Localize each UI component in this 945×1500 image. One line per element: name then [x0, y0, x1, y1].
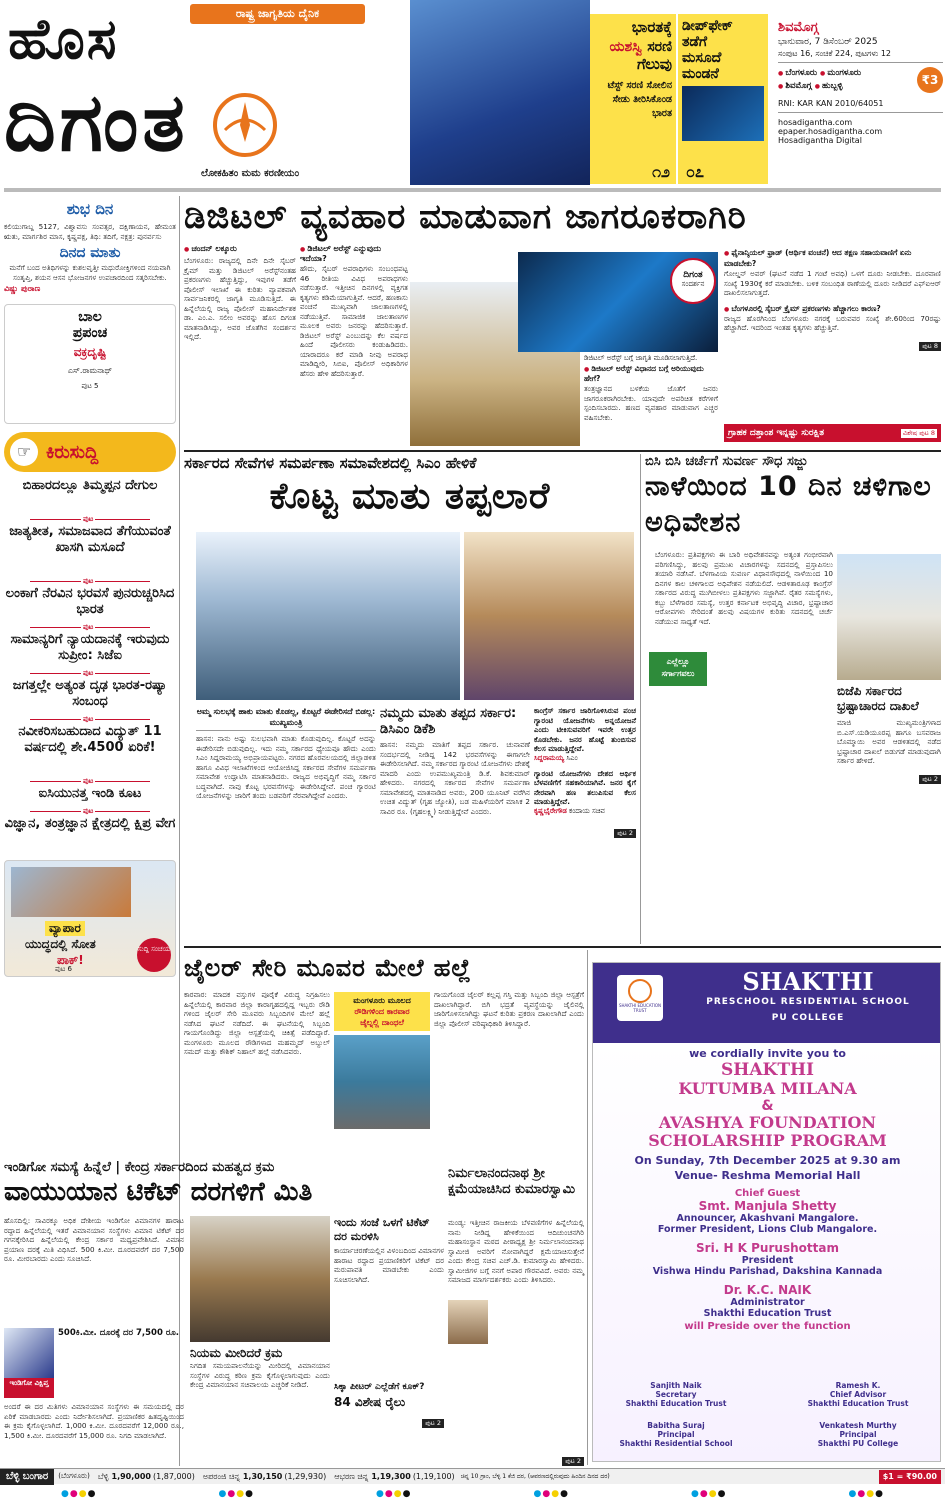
shakthi-logo-icon: [617, 975, 663, 1021]
ticker-silver-label: ಬೆಳ್ಳಿ: [97, 1471, 109, 1481]
promo-cricket-body: ಟೆಸ್ಟ್ ಸರಣಿ ಸೋಲಿನ ಸೇಡು ತೀರಿಸಿಕೊಂಡ ಭಾರತ: [607, 80, 672, 119]
session-body: ಬೆಂಗಳೂರು: ಪ್ರತಿಪಕ್ಷಗಳು ಈ ಬಾರಿ ಅಧಿವೇಶನವನ್ನು ಅತ್ಯಂತ ಗಂಭೀರವಾಗಿ ಪರಿಗಣಿಸಿದ್ದು, ಹಲವು ಪ್ರಮುಖ ವಿಚಾರಗಳನ್ನು ಸದನದಲ್ಲಿ ಪ್ರಸ್ತಾಪಿಸಲು ತಯಾರಿ ನಡೆಸಿವೆ. ಬೆಳಗಾವಿಯ ಸುವರ್ಣ ವಿಧಾನಸೌಧದಲ್ಲಿ ನಾಳೆಯಿಂದ 10 ದಿನಗಳ ಕಾಲ ಚಳಿಗಾಲದ ಅಧಿವೇಶನ ನಡೆಯಲಿದೆ. ಆಡಳಿತಾರೂಢ ಕಾಂಗ್ರೆಸ್ ಸರ್ಕಾರದ ವಿರುದ್ಧ ಮುಗಿಬೀಳಲು ಪ್ರತಿಪಕ್ಷಗಳು ಸಜ್ಜಾಗಿವೆ. ರೈತರ ಸಮಸ್ಯೆಗಳು, ಕಬ್ಬು ಬೆಳೆಗಾರರ ಸಮಸ್ಯೆ, ಉತ್ತರ ಕರ್ನಾಟಕ ಅಭಿವೃದ್ಧಿ ವಿಚಾರ, ಭ್ರಷ್ಟಾಚಾರ ಆರೋಪಗಳು ಸೇರಿದಂತೆ ಹಲವು ವಿಷಯಗಳ ಕುರಿತು ಸದನದಲ್ಲಿ ಚರ್ಚೆ ನಡೆಯುವ ಸಾಧ್ಯತೆ ಇದೆ.: [655, 550, 833, 626]
session-box: [649, 652, 707, 686]
promo-deepfake-l1: ಡೀಪ್‌ಫೇಕ್: [682, 18, 733, 34]
tagline-top: ರಾಷ್ಟ್ರ ಜಾಗೃತಿಯ ದೈನಿಕ: [190, 4, 365, 24]
refund-body: ಕಾರ್ಯಾಚರಣೆಯಲ್ಲಿನ ವಿಳಂಬದಿಂದ ವಿಮಾನಗಳ ಹಾರಾಟ ರದ್ದಾದ ಪ್ರಯಾಣಿಕರಿಗೆ ಟಿಕೆಟ್ ದರ ಮರುಪಾವತಿ ಮಾಡಬೇಕು ಎಂದು ಸೂಚಿಸಲಾಗಿದೆ.: [334, 1246, 444, 1284]
suvarna-soudha-photo: [837, 554, 941, 680]
peter-head: ಸಿಕ್ಕಾ ಪೀಟರ್ ಎಲ್ಲೆಡೆಗೆ ಕೂಕ್?: [334, 1382, 425, 1392]
ticker-gold22-label: ಆಭರಣ ಚಿನ್ನ: [334, 1471, 369, 1481]
vyapara-1: ವ್ಯಾಪಾರ: [45, 921, 85, 936]
airfare-body: ಹೊಸದಿಲ್ಲಿ: ಸಾವಿರಕ್ಕೂ ಅಧಿಕ ದೇಶೀಯ ಇಂಡಿಗೋ ವಿಮಾನಗಳ ಹಾರಾಟ ರದ್ದಾದ ಹಿನ್ನೆಲೆಯಲ್ಲಿ ಇತರೆ ವಿಮಾನಯಾನ ಸಂಸ್ಥೆಗಳು ವಿಮಾನ ಟಿಕೆಟ್ ದರ ಗಗನಕ್ಕೇರಿಸಿದ ಹಿನ್ನೆಲೆಯಲ್ಲಿ ಕೇಂದ್ರ ಸರ್ಕಾರ ಮಧ್ಯಪ್ರವೇಶಿಸಿದೆ. ವಿಮಾನ ಪ್ರಯಾಣ ದರಕ್ಕೆ ಮಿತಿ ವಿಧಿಸಿದೆ. 500 ಕಿ.ಮೀ. ದೂರದವರೆಗೆ ದರ 7,500 ರೂ. ಮೀರಬಾರದು ಎಂದು ಸೂಚಿಸಿದೆ.: [4, 1216, 184, 1263]
suddi-sanchaya-badge: ಸುದ್ದಿ ಸಂಚಯ: [137, 938, 171, 972]
airfare-more[interactable]: ಪುಟ 2: [334, 1410, 444, 1429]
ad-g3: Dr. K.C. NAIK: [723, 1283, 812, 1297]
ticker-city: (ಬೆಂಗಳೂರು): [58, 1472, 90, 1480]
reg-mark-dots-icon: ●●●●: [533, 1489, 569, 1499]
brief-5[interactable]: ಜಗತ್ತಲ್ಲೇ ಅತ್ಯಂತ ದೃಢ ಭಾರತ-ರಷ್ಯಾ ಸಂಬಂಧ: [12, 678, 168, 709]
ad-p3: Babitha Suraj: [647, 1421, 705, 1430]
promo-cricket-l2b: ಸರಣಿ: [647, 39, 672, 55]
promo-deepfake-l2: ತಡೆಗೆ: [682, 34, 708, 50]
dcm-body: ಹಾಸನ: ನಮ್ಮದು ಮಾತಿಗೆ ತಪ್ಪದ ಸರ್ಕಾರ. ಚುನಾವಣೆ ಸಂದರ್ಭದಲ್ಲಿ ನೀಡಿದ್ದ 142 ಭರವಸೆಗಳನ್ನು ಈಗಾಗಲೇ ಈಡೇರಿಸಲಾಗಿದೆ. ನಮ್ಮ ಸರ್ಕಾರದ ಗ್ಯಾರಂಟಿ ಯೋಜನೆಗಳು ದೇಶಕ್ಕೆ ಮಾದರಿ ಎಂದು ಉಪಮುಖ್ಯಮಂತ್ರಿ ಡಿ.ಕೆ. ಶಿವಕುಮಾರ್ ಹೇಳಿದರು. ನಗರದಲ್ಲಿ ಸರ್ಕಾರದ ಸೇವೆಗಳ ಸಮರ್ಪಣಾ ಸಮಾವೇಶದಲ್ಲಿ ಮಾತನಾಡಿದ ಅವರು, 200 ಯೂನಿಟ್ ವರೆಗಿನ ಉಚಿತ ವಿದ್ಯುತ್ (ಗೃಹ ಜ್ಯೋತಿ), ಬಡ ಮಹಿಳೆಯರಿಗೆ ಮಾಸಿಕ 2 ಸಾವಿರ ರೂ. (ಗೃಹಲಕ್ಷ್ಮಿ) ನೀಡುತ್ತಿದ್ದೇವೆ ಎಂದರು.: [380, 740, 530, 816]
promo-deepfake-l3: ಮಸೂದೆ: [682, 50, 722, 66]
ad-chief-label: Chief Guest: [734, 1188, 801, 1199]
ad-p2-r: Chief Advisor: [829, 1390, 887, 1399]
promo-deepfake-page: ೦೭: [686, 162, 704, 181]
ad-amp: &: [761, 1098, 774, 1114]
indigo-inset: ಇಂಡಿಗೋ ವಿಕ್ಷಿಪ್ತ: [4, 1378, 54, 1398]
lead-more[interactable]: ಪುಟ 8: [724, 333, 941, 352]
jail-photo: [334, 1035, 430, 1129]
ad-event2: KUTUMBA MILANA: [678, 1079, 857, 1098]
ticker-gold22: 1,19,300: [371, 1472, 411, 1481]
airfare-body2: ಅಂದರೆ ಈ ದರ ಮಿತಿಗಳು ವಿಮಾನಯಾನ ಸಂಸ್ಥೆಗಳು ಈ ಸಮಯದಲ್ಲಿ ದರ ಏರಿಕೆ ಮಾಡಬಾರದು ಎಂದು ನಿರ್ದೇಶಿಸಲಾಗಿದೆ. ಪ್ರಯಾಣಿಕರ ಹಿತದೃಷ್ಟಿಯಿಂದ ಈ ಕ್ರಮ ಕೈಗೊಳ್ಳಲಾಗಿದೆ. 1,000 ಕಿ.ಮೀ. ದೂರದವರೆಗೆ 12,000 ರೂ., 1,500 ಕಿ.ಮೀ. ದೂರದವರೆಗೆ 15,000 ರೂ. ನಿಗದಿ ಮಾಡಲಾಗಿದೆ.: [4, 1402, 184, 1440]
cm-more[interactable]: ಪುಟ 2: [534, 820, 636, 839]
dinada-maatu-text: ಮನೆಗೆ ಬಂದ ಅತಿಥಿಗಳನ್ನು ಕುಶಲವೃತ್ತೀ ಮಧುರೋಕ್ತಿಗಳಿಂದ ನಯವಾಗಿ ಸಂತೃಪ್ತಿ, ಶಯನ ಆಸನ ಭೋಜನಗಳ ಉಪಚಾರದಿಂದ ಸತ್ಕರಿಸಬೇಕು.: [9, 263, 171, 282]
lead-col1: ಬೆಂಗಳೂರು: ರಾಜ್ಯದಲ್ಲಿ ದಿನೇ ದಿನೇ ಸೈಬರ್ ಕ್ರೈಮ್ ಮತ್ತು ಡಿಜಿಟಲ್ ಅರೆಸ್ಟ್‌ನಂತಹ ಪ್ರಕರಣಗಳು ಹೆಚ್ಚುತ್ತಿದ್ದು, ಇವುಗಳ ತಡೆಗೆ ಪೊಲೀಸ್ ಇಲಾಖೆ ಈ ಕುರಿತು ವ್ಯಾಪಕವಾಗಿ ಸಾರ್ವಜನಿಕರಲ್ಲಿ ಜಾಗೃತಿ ಮೂಡಿಸುತ್ತಿದೆ. ಈ ಹಿನ್ನೆಲೆಯಲ್ಲಿ ರಾಜ್ಯ ಪೊಲೀಸ್ ಮಹಾನಿರ್ದೇಶಕ ಡಾ. ಎಂ.ಎ. ಸಲೀಂ ಅವರನ್ನು ಹೊಸ ದಿಗಂತ ಮಾತನಾಡಿಸಿದ್ದು, ಅವರ ಜೊತೆಗಿನ ಸಂದರ್ಶನ ಇಲ್ಲಿದೆ.: [184, 256, 296, 341]
edition-4: ● ಹುಬ್ಬಳ್ಳಿ: [815, 81, 843, 91]
vyapara-page: ಪುಟ 6: [55, 965, 72, 973]
link-epaper[interactable]: epaper.hosadigantha.com: [778, 127, 883, 136]
masthead: [0, 0, 945, 188]
reg-mark-dots-icon: ●●●●: [61, 1489, 97, 1499]
logo-line2: ದಿಗಂತ: [4, 76, 189, 169]
ad-type: PRESCHOOL RESIDENTIAL SCHOOL: [706, 997, 910, 1007]
deepfake-photo: [682, 86, 764, 141]
ad-p1: Sanjith Naik: [650, 1381, 702, 1390]
jail-inset-1: ಮಂಗಳೂರು ಮೂಲದ: [353, 996, 411, 1005]
motto: ಲೋಕಹಿತಂ ಮಮ ಕರಣೀಯಂ: [200, 168, 300, 179]
ad-venue: Venue- Reshma Memorial Hall: [674, 1169, 861, 1182]
promo-cricket-l3: ಗೆಲುವು: [637, 55, 672, 73]
shubha-dina-text: ಕಲಿಯುಗಾಬ್ದ 5127, ವಿಶ್ವಾವಸು ಸಂವತ್ಸರ, ದಕ್ಷಿಣಾಯನ, ಹೇಮಂತ ಋತು, ಮಾರ್ಗಶಿರ ಮಾಸ, ಕೃಷ್ಣಪಕ್ಷ, ತಿಥಿ: ತದಿಗೆ, ನಕ್ಷತ್ರ: ಪುನರ್ವಸು: [4, 222, 176, 241]
reg-mark-dots-icon: ●●●●: [848, 1489, 884, 1499]
tip-more: ವಿಶೇಷ ಪುಟ 8: [902, 428, 935, 437]
quote-1: ಕಾಂಗ್ರೆಸ್ ಸರ್ಕಾರ ಜಾರಿಗೊಳಿಸಿರುವ ಪಂಚ ಗ್ಯಾರಂಟಿ ಯೋಜನೆಗಳು ಅನ್ನಯೋಜನೆ ಎಂದು ಟೀಕಿಸುವವರಿಗೆ ಇವರೇ ಉತ್ತರ ಕೊಡಬೇಕು. ಜನರ ಹೊಟ್ಟೆ ತುಂಬಿಸುವ ಕೆಲಸ ಮಾಡುತ್ತಿದ್ದೇವೆ.: [534, 706, 636, 753]
ad-event4: SCHOLARSHIP PROGRAM: [648, 1131, 887, 1150]
promo-cricket-l2: ಯಶಸ್ವಿ: [609, 39, 643, 55]
sidebar: ಶುಭ ದಿನ ಕಲಿಯುಗಾಬ್ದ 5127, ವಿಶ್ವಾವಸು ಸಂವತ್ಸರ, ದಕ್ಷಿಣಾಯನ, ಹೇಮಂತ ಋತು, ಮಾರ್ಗಶಿರ ಮಾಸ, ಕೃಷ್ಣಪಕ್ಷ, ತಿಥಿ: ತದಿಗೆ, ನಕ್ಷತ್ರ: ಪುನರ್ವಸು ದಿನದ ಮಾತು ಮನೆಗೆ ಬಂದ ಅತಿಥಿಗಳನ್ನು ಕುಶಲವೃತ್ತೀ ಮಧುರೋಕ್ತಿಗಳಿಂದ ನಯವಾಗಿ ಸಂತೃಪ್ತಿ, ಶಯನ ಆಸನ ಭೋಜನಗಳ ಉಪಚಾರದಿಂದ ಸತ್ಕರಿಸಬೇಕು. ವಿಷ್ಣು ಪುರಾಣ ಬಾಲ ಪ್ರಪಂಚ ವಕ್ರದೃಷ್ಟಿ ಎಸ್.ರಾಮನಾಥ್ ಪುಟ 5 ☞ ಕಿರುಸುದ್ದಿ ಬಿಹಾರದಲ್ಲೂ ತಿಮ್ಮಪ್ಪನ ದೇಗುಲ ಪುಟ ಜಾತ್ಯತೀತ, ಸಮಾಜವಾದ ತೆಗೆಯುವಂತೆ ಖಾಸಗಿ ಮಸೂದೆ ಪುಟ ಲಂಕಾಗೆ ನೆರವಿನ ಭರವಸೆ ಪುನರುಚ್ಚರಿಸಿದ ಭಾರತ ಪುಟ ಸಾಮಾನ್ಯರಿಗೆ ನ್ಯಾಯದಾನಕ್ಕೆ ಇರುವುದು ಸುಪ್ರೀಂ: ಸಿಜೆಐ ಪುಟ ಜಗತ್ತಲ್ಲೇ ಅತ್ಯಂತ ದೃಢ ಭಾರತ-ರಷ್ಯಾ ಸಂಬಂಧ ಪುಟ ನವೀಕರಿಸಬಹುದಾದ ವಿದ್ಯುತ್ 11 ವರ್ಷದಲ್ಲಿ ಶೇ.4500 ಏರಿಕೆ! ಪುಟ ಐಸಿಯುನತ್ತ ಇಂಡಿ ಕೂಟ ಪುಟ ವಿಜ್ಞಾನ, ತಂತ್ರಜ್ಞಾನ ಕ್ಷೇತ್ರದಲ್ಲಿ ಕ್ಷಿಪ್ರ ವೇಗ ವ್ಯಾಪಾರ ಯುದ್ಧದಲ್ಲಿ ಸೋತ ಪಾಕ್! ಪುಟ 6 ಸುದ್ದಿ ಸಂಚಯ: [4, 196, 176, 1466]
promo-deepfake[interactable]: [678, 14, 768, 184]
ad-pu: PU COLLEGE: [771, 1013, 845, 1023]
lead-q3: ● ಫೈನಾನ್ಶಿಯಲ್ ಫ್ರಾಡ್ (ಆರ್ಥಿಕ ವಂಚನೆ) ಆದ ತಕ್ಷಣ ಸಹಾಯವಾಣಿಗೆ ಏನು ಮಾಡಬೇಕು?: [724, 248, 941, 269]
reg-mark-dots-icon: ●●●●: [218, 1489, 254, 1499]
lead-col2: ಹೌದು, ಸೈಬರ್ ಅಪರಾಧಿಗಳು ಸಂಬಂಧಪಟ್ಟ 46 ರೀತಿಯ ವಿವಿಧ ಅಪರಾಧಗಳು ನಡೆಸುತ್ತಾರೆ. ಇತ್ತೀಚಿನ ದಿನಗಳಲ್ಲಿ ವ್ಯಕ್ತಿಗತ ಕೃತ್ಯಗಳು ಕಡಿಮೆಯಾಗುತ್ತಿವೆ. ಆದರೆ, ಹಣಕಾಸು ವಂಚನೆ ಮುಖ್ಯವಾಗಿ ಜಾಲತಾಣಗಳಲ್ಲಿ ನಡೆಯುತ್ತಿವೆ. ಸಾಮಾಜಿಕ ಜಾಲತಾಣಗಳ ಮೂಲಕ ಅವರು ಜನರನ್ನು ಹೆದರಿಸುತ್ತಾರೆ. ಡಿಜಿಟಲ್ ಅರೆಸ್ಟ್ ಎಂಬುದನ್ನು ಕೆಲ ವರ್ಷದ ಹಿಂದೆ ಪೊಲೀಸರು ಕಂಡುಹಿಡಿದರು. ಯಾರಾದರೂ ಕರೆ ಮಾಡಿ ನೀವು ಅಪರಾಧ ಮಾಡಿದ್ದೀರಿ, ಸಿಬಿಐ, ಪೊಲೀಸ್ ಅಧಿಕಾರಿಗಳ ಹೆಸರು ಹೇಳಿ ಹೆದರಿಸುತ್ತಾರೆ.: [300, 264, 408, 378]
cm-sub: ಅಮ್ಮ ಸುಲಭಕ್ಕೆ ಹಾಕು ಮಾತು ಕೊಡಲ್ಲ, ಕೊಟ್ಟರೆ ಈಡೇರಿಸದೆ ಬಿಡಲ್ಲ: ಮುಖ್ಯಮಂತ್ರಿ: [196, 706, 376, 731]
promo-cricket[interactable]: [590, 14, 676, 184]
jail-inset-3: ಜೈಲ್ನಲ್ಲಿ ದಾಂಧಲೆ: [360, 1018, 404, 1027]
airport-photo: [190, 1216, 330, 1342]
promo-deepfake-l4: ಮಂಡನೆ: [682, 66, 719, 82]
quote-2: ಗ್ಯಾರಂಟಿ ಯೋಜನೆಗಳು ದೇಶದ ಆರ್ಥಿಕ ಬೆಳವಣಿಗೆಗೆ ಸಹಕಾರಿಯಾಗಿವೆ. ಜನರ ಕೈಗೆ ನೇರವಾಗಿ ಹಣ ತಲುಪಿಸುವ ಕೆಲಸ ಮಾಡುತ್ತಿದ್ದೇವೆ.: [534, 768, 636, 806]
rule-head: ನಿಯಮ ಮೀರಿದರೆ ಕ್ರಮ: [190, 1346, 283, 1360]
indigo-plane-photo: [4, 1328, 54, 1378]
mid-divider: [184, 946, 941, 948]
edition-1: ● ಬೆಂಗಳೂರು: [778, 68, 817, 78]
promo-cricket-l1: ಭಾರತಕ್ಕೆ: [631, 18, 672, 36]
promo-cricket-page: ೧೨: [652, 162, 670, 181]
ad-event1: SHAKTHI: [721, 1060, 814, 1080]
session-headline: ನಾಳೆಯಿಂದ 10 ದಿನ ಚಳಿಗಾಲ ಅಧಿವೇಶನ: [645, 471, 932, 538]
logo-line1: ಹೊಸ: [8, 7, 119, 72]
ad-g2-r1: President: [741, 1255, 794, 1266]
registration-marks: [0, 1488, 945, 1500]
ad-p4-r: Principal: [839, 1430, 877, 1439]
brief-7[interactable]: ಐಸಿಯುನತ್ತ ಇಂಡಿ ಕೂಟ: [38, 786, 142, 801]
ticker-usd: $1 = ₹90.00: [879, 1470, 941, 1484]
ad-chief-r2: Former President, Lions Club Mangalore.: [657, 1224, 878, 1235]
link-web[interactable]: hosadigantha.com: [778, 118, 853, 127]
ad-divider: [587, 950, 588, 1465]
quote-2-role: ಕಂದಾಯ ಸಚಿವ: [569, 806, 605, 815]
jailer-story[interactable]: [184, 950, 584, 1140]
session-box-2: ಸರ್ಗಾಗವಲು: [661, 669, 695, 678]
ad-p4: Venkatesh Murthy: [819, 1421, 897, 1430]
quote-1-role: ಸಿಎಂ: [566, 753, 578, 762]
session-box-1: ಎಲ್ಲೆಲ್ಲೂ: [666, 657, 690, 666]
tip-bar[interactable]: [724, 424, 941, 442]
hdk-body: ಮಂಡ್ಯ: ಇತ್ತೀಚಿನ ರಾಜಕೀಯ ಬೆಳವಣಿಗೆಗಳ ಹಿನ್ನೆಲೆಯಲ್ಲಿ ನಾನು ನೀಡಿದ್ದ ಹೇಳಿಕೆಯಿಂದ ಆದಿಚುಂಚನಗಿರಿ ಮಹಾಸಂಸ್ಥಾನ ಮಠದ ಪೀಠಾಧ್ಯಕ್ಷ ಶ್ರೀ ನಿರ್ಮಲಾನಂದನಾಥ ಸ್ವಾಮೀಜಿ ಅವರಿಗೆ ನೋವಾಗಿದ್ದರೆ ಕ್ಷಮೆಯಾಚಿಸುತ್ತೇನೆ ಎಂದು ಕೇಂದ್ರ ಸಚಿವ ಎಚ್.ಡಿ. ಕುಮಾರಸ್ವಾಮಿ ಹೇಳಿದರು. ಸ್ವಾಮೀಜಿಗಳ ಬಗ್ಗೆ ನನಗೆ ಅಪಾರ ಗೌರವವಿದೆ. ಅವರು ನಮ್ಮ ಸಮಾಜದ ಮಾರ್ಗದರ್ಶಕರು ಎಂದು ತಿಳಿಸಿದರು.: [448, 1218, 584, 1284]
lead-divider: [184, 450, 941, 452]
ad-p1-r: Secretary: [655, 1390, 697, 1399]
session-story[interactable]: [645, 454, 941, 944]
ad-g2-r2: Vishwa Hindu Parishad, Dakshina Kannada: [652, 1266, 883, 1277]
ticker-gold24-label: ಅಪರಂಜಿ ಚಿನ್ನ: [202, 1471, 240, 1481]
lead-col4: ಗೋಲ್ಡನ್ ಅವರ್ (ಘಟನೆ ನಡೆದ 1 ಗಂಟೆ ಅವಧಿ) ಒಳಗೆ ದೂರು ನೀಡಬೇಕು. ದೂರವಾಣಿ ಸಂಖ್ಯೆ 1930ಕ್ಕೆ ಕರೆ ಮಾಡಬೇಕು. ಬಳಿಕ ಸಂಬಂಧಿತ ಠಾಣೆಯಲ್ಲಿ ದೂರು ನೀಡಿದರೆ ಎಫ್‌ಐಆರ್ ದಾಖಲಿಸಲಾಗುತ್ತದೆ.: [724, 269, 941, 297]
cm-photo-2: [464, 532, 634, 700]
jail-inset: [334, 992, 430, 1138]
ad-chief: Smt. Manjula Shetty: [698, 1199, 837, 1213]
cm-headline: ಕೊಟ್ಟ ಮಾತು ತಪ್ಪಲಾರೆ: [269, 476, 551, 517]
ad-preside: will Preside over the function: [684, 1321, 851, 1332]
interview-badge: [670, 258, 716, 304]
ad-p1-o: Shakthi Education Trust: [625, 1399, 727, 1408]
quote-1-by: ಸಿದ್ದರಾಮಯ್ಯ: [534, 753, 565, 762]
brief-3[interactable]: ಲಂಕಾಗೆ ನೆರವಿನ ಭರವಸೆ ಪುನರುಚ್ಚರಿಸಿದ ಭಾರತ: [5, 586, 175, 617]
vyapara-box[interactable]: [4, 860, 176, 977]
ad-chief-r1: Announcer, Akashvani Mangalore.: [676, 1213, 859, 1224]
cm-story[interactable]: [184, 454, 636, 944]
ticker-note: ಚಿನ್ನ 10 ಗ್ರಾಂ, ಬೆಳ್ಳಿ 1 ಕೆಜಿ ದರ, (ಆವರಣದಲ್ಲಿರುವುದು ಹಿಂದಿನ ದಿನದ ದರ): [460, 1472, 610, 1480]
ticker-gold22-prev: (1,19,100): [412, 1472, 455, 1481]
rule-body: ನಿಗದಿತ ಸಮಯಪಾಲನೆಯನ್ನು ಮೀರಿದಲ್ಲಿ ವಿಮಾನಯಾನ ಸಂಸ್ಥೆಗಳ ವಿರುದ್ಧ ಕಠಿಣ ಕ್ರಮ ಕೈಗೊಳ್ಳಲಾಗುವುದು ಎಂದು ಕೇಂದ್ರ ವಿಮಾನಯಾನ ಸಚಿವಾಲಯ ಎಚ್ಚರಿಕೆ ನೀಡಿದೆ.: [190, 1361, 330, 1389]
lead-byline: ● ಚಂದನ್ ಲಕ್ಕೂರು: [184, 244, 296, 254]
dcm-head: ನಮ್ಮದು ಮಾತು ತಪ್ಪದ ಸರ್ಕಾರ: ಡಿಸಿಎಂ ಡಿಕೆಶಿ: [380, 706, 517, 737]
bala-prapancha-box: [4, 304, 176, 424]
pointing-hand-icon: ☞: [10, 438, 38, 466]
shubha-dina-title: ಶುಭ ದಿನ: [66, 200, 114, 218]
lead-photo-caption: ಡಿಜಿಟಲ್ ಅರೆಸ್ಟ್ ಬಗ್ಗೆ ಜಾಗೃತಿ ಮೂಡಿಸಲಾಗುತ್ತಿದೆ.: [584, 354, 698, 362]
lotus-logo-icon: [210, 90, 280, 160]
bjp-head: ಬಿಜೆಪಿ ಸರ್ಕಾರದ ಭ್ರಷ್ಟಾಚಾರದ ದಾಖಲೆ: [837, 684, 919, 713]
kiru-suddi-title: ಕಿರುಸುದ್ದಿ: [46, 441, 99, 463]
airfare-kicker-b: ಕೇಂದ್ರ ಸರ್ಕಾರದಿಂದ ಮಹತ್ವದ ಕ್ರಮ: [124, 1160, 275, 1175]
price-ticker: [0, 1468, 945, 1484]
ticker-gold24-prev: (1,29,930): [284, 1472, 327, 1481]
brief-8[interactable]: ವಿಜ್ಞಾನ, ತಂತ್ರಜ್ಞಾನ ಕ್ಷೇತ್ರದಲ್ಲಿ ಕ್ಷಿಪ್ರ ವೇಗ: [4, 816, 176, 831]
jailer-headline: ಜೈಲರ್ ಸೇರಿ ಮೂವರ ಮೇಲೆ ಹಲ್ಲೆ: [184, 954, 472, 982]
brief-4[interactable]: ಸಾಮಾನ್ಯರಿಗೆ ನ್ಯಾಯದಾನಕ್ಕೆ ಇರುವುದು ಸುಪ್ರೀಂ: ಸಿಜೆಐ: [10, 632, 170, 663]
ticker-gold24: 1,30,150: [242, 1472, 283, 1481]
lead-headline: ಡಿಜಿಟಲ್ ವ್ಯವಹಾರ ಮಾಡುವಾಗ ಜಾಗರೂಕರಾಗಿರಿ: [184, 197, 747, 237]
lead-q2: ● ಡಿಜಿಟಲ್ ಅರೆಸ್ಟ್ ವಿಧಾನದ ಬಗ್ಗೆ ಅರಿಯುವುದು ಹೇಗೆ?: [584, 364, 718, 384]
price-badge: ₹3: [917, 67, 943, 93]
dinada-maatu-title: ದಿನದ ಮಾತು: [59, 245, 121, 261]
vyapara-3: ಪಾಕ್!: [57, 953, 84, 967]
refund-head: ಇಂದು ಸಂಜೆ ಒಳಗೆ ಟಿಕೆಟ್ ದರ ಮರಳಿಸಿ: [334, 1216, 430, 1243]
tip-text: ಗ್ರಾಹಕ ದತ್ತಾಂಶ ಇನ್ನಷ್ಟು ಸುರಕ್ಷಿತ: [728, 428, 825, 438]
ad-g3-r2: Shakthi Education Trust: [703, 1308, 832, 1319]
ad-p3-r: Principal: [657, 1430, 695, 1439]
center-divider: [640, 454, 641, 944]
shakthi-ad[interactable]: [592, 962, 941, 1462]
ad-invite: we cordially invite you to: [689, 1047, 846, 1060]
airfare-kicker-a: ಇಂಡಿಗೋ ಸಮಸ್ಯೆ ಹಿನ್ನೆಲೆ: [4, 1160, 111, 1175]
brief-2[interactable]: ಜಾತ್ಯತೀತ, ಸಮಾಜವಾದ ತೆಗೆಯುವಂತೆ ಖಾಸಗಿ ಮಸೂದೆ: [9, 524, 171, 555]
vyapara-2: ಯುದ್ಧದಲ್ಲಿ ಸೋತ: [25, 937, 96, 951]
ad-p2: Ramesh K.: [835, 1381, 881, 1390]
lead-col5: ರಾಜ್ಯದ ಹೊರಗಿನಿಂದ ಬೆಂಗಳೂರು ನಗರಕ್ಕೆ ಬರುವವರ ಸಂಖ್ಯೆ ಶೇ.60ರಿಂದ 70ರಷ್ಟು ಹೆಚ್ಚಾಗಿದೆ. ಇದರಿಂದ ಇಂತಹ ಕೃತ್ಯಗಳು ಹೆಚ್ಚುತ್ತಿವೆ.: [724, 313, 941, 332]
vakra-drishti: ವಕ್ರದೃಷ್ಟಿ: [73, 345, 107, 359]
ad-g3-r1: Administrator: [730, 1297, 805, 1308]
quote-2-by: ಕೃಷ್ಣಭೈರೇಗೌಡ: [534, 806, 567, 815]
reg-mark-dots-icon: ●●●●: [376, 1489, 412, 1499]
bala-page: ಪುಟ 5: [81, 382, 99, 390]
ticker-label: ಬೆಳ್ಳಿ ಬಂಗಾರ: [0, 1469, 54, 1485]
brief-1[interactable]: ಬಿಹಾರದಲ್ಲೂ ತಿಮ್ಮಪ್ಪನ ದೇಗುಲ: [22, 478, 158, 493]
lead-col3: ತಂತ್ರಜ್ಞಾನದ ಬಳಕೆಯ ಜೊತೆಗೆ ಜನರು ಜಾಗರೂಕರಾಗಿರಬೇಕು. ಯಾವುದೇ ಅಪರಿಚಿತ ಕರೆಗಳಿಗೆ ಸ್ಪಂದಿಸಬಾರದು. ಹಣದ ವ್ಯವಹಾರ ಮಾಡುವಾಗ ಎಚ್ಚರ ವಹಿಸಬೇಕು.: [584, 384, 718, 422]
ticker-silver-prev: (1,87,000): [152, 1472, 195, 1481]
interview-badge-2: ಸಂದರ್ಶನ: [681, 280, 705, 288]
ad-p2-o: Shakthi Education Trust: [807, 1399, 909, 1408]
lead-q1: ● ಡಿಜಿಟಲ್ ಅರೆಸ್ಟ್ ಎನ್ನುವುದು ಇದೆಯಾ?: [300, 244, 408, 264]
airfare-dist: 500ಕಿ.ಮೀ. ದೂರಕ್ಕೆ ದರ 7,500 ರೂ.: [58, 1328, 179, 1338]
edition-2: ● ಮಂಗಳೂರು: [820, 68, 861, 78]
cm-body: ಹಾಸನ: ನಾನು ಅಷ್ಟು ಸುಲಭವಾಗಿ ಮಾತು ಕೊಡುವುದಿಲ್ಲ. ಕೊಟ್ಟರೆ ಅದನ್ನು ಈಡೇರಿಸದೇ ಬಿಡುವುದಿಲ್ಲ. ಇದು ನಮ್ಮ ಸರ್ಕಾರದ ಧ್ಯೇಯವೂ ಹೌದು ಎಂದು ಸಿಎಂ ಸಿದ್ದರಾಮಯ್ಯ ಅಭಿಪ್ರಾಯಪಟ್ಟರು. ನಗರದ ಹೊರವಲಯದಲ್ಲಿ ಜಿಲ್ಲಾಡಳಿತ ಹಾಗೂ ವಿವಿಧ ಇಲಾಖೆಗಳಿಂದ ಆಯೋಜಿಸಿದ್ದ ಸರ್ಕಾರದ ಸೇವೆಗಳ ಸಮರ್ಪಣಾ ಸಮಾವೇಶ ಉದ್ಘಾಟಿಸಿ ಮಾತನಾಡಿದರು. ರಾಜ್ಯದ ಅಭಿವೃದ್ಧಿಗೆ ನಮ್ಮ ಸರ್ಕಾರ ಬದ್ಧವಾಗಿದೆ. ನಾವು ಕೊಟ್ಟ ಭರವಸೆಗಳನ್ನು ಈಡೇರಿಸಿದ್ದೇವೆ. ಪಂಚ ಗ್ಯಾರಂಟಿ ಯೋಜನೆಗಳನ್ನು ಜಾರಿಗೆ ತಂದು ಬಡವರಿಗೆ ನೆರವಾಗಿದ್ದೇವೆ ಎಂದರು.: [196, 734, 376, 800]
ad-p3-o: Shakthi Residential School: [619, 1439, 733, 1448]
issue-date: ಭಾನುವಾರ, 7 ಡಿಸೆಂಬರ್ 2025: [778, 37, 878, 47]
edition-3: ● ಶಿವಮೊಗ್ಗ: [778, 81, 812, 91]
ad-school: SHAKTHI: [742, 967, 874, 996]
issue-volume: ಸಂಪುಟ 16, ಸಂಚಿಕೆ 224, ಪುಟಗಳು 12: [778, 49, 943, 63]
ad-g2: Sri. H K Purushottam: [696, 1241, 839, 1255]
ad-date: On Sunday, 7th December 2025 at 9.30 am: [634, 1154, 901, 1167]
airfare-headline: ವಾಯುಯಾನ ಟಿಕೆಟ್ ದರಗಳಿಗೆ ಮಿತಿ: [4, 1177, 313, 1207]
jailer-body: ಕಾರವಾರ: ಮಾದಕ ವಸ್ತುಗಳ ಪೂರೈಕೆ ವಿರುದ್ಧ ನಿಗ್ರಹಿಸಲು ಹಿನ್ನೆಲೆಯಲ್ಲಿ ಕಾರವಾರ ಜಿಲ್ಲಾ ಕಾರಾಗೃಹದಲ್ಲಿದ್ದ ಇಬ್ಬರು ರೌಡಿ ಗಳಿಂದ ಜೈಲರ್ ಸೇರಿ ಮೂವರು ಸಿಬ್ಬಂದಿಗಳ ಮೇಲೆ ಹಲ್ಲೆ ನಡೆಸಿದ ಘಟನೆ ನಡೆದಿದೆ. ಈ ಘಟನೆಯಲ್ಲಿ ಸಿಬ್ಬಂದಿ ಗಾಯಗೊಂಡಿದ್ದು ಜಿಲ್ಲಾ ಆಸ್ಪತ್ರೆಯಲ್ಲಿ ಚಿಕಿತ್ಸೆ ಪಡೆದಿದ್ದಾರೆ. ಮಂಗಳೂರು ಮೂಲದ ರೌಡಿಗಳಾದ ಮಹಮ್ಮದ್ ಅಬ್ದುಲ್ ಸಮದ್ ಮತ್ತು ಕೌಶಿಕ್ ನಿಹಾಲ್ ಹಲ್ಲೆ ನಡೆಸಿದವರು.: [184, 990, 330, 1056]
ad-event3: AVASHYA FOUNDATION: [658, 1113, 877, 1132]
session-kicker: ಬಿಸಿ ಬಿಸಿ ಚರ್ಚೆಗೆ ಸುವರ್ಣ ಸೌಧ ಸಜ್ಜು: [645, 454, 808, 469]
airfare-story[interactable]: ಇಂಡಿಗೋ ಸಮಸ್ಯೆ ಹಿನ್ನೆಲೆ | ಕೇಂದ್ರ ಸರ್ಕಾರದಿಂದ ಮಹತ್ವದ ಕ್ರಮ ವಾಯುಯಾನ ಟಿಕೆಟ್ ದರಗಳಿಗೆ ಮಿತಿ ಹೊಸದಿಲ್ಲಿ: ಸಾವಿರಕ್ಕೂ ಅಧಿಕ ದೇಶೀಯ ಇಂಡಿಗೋ ವಿಮಾನಗಳ ಹಾರಾಟ ರದ್ದಾದ ಹಿನ್ನೆಲೆಯಲ್ಲಿ ಇತರೆ ವಿಮಾನಯಾನ ಸಂಸ್ಥೆಗಳು ವಿಮಾನ ಟಿಕೆಟ್ ದರ ಗಗನಕ್ಕೇರಿಸಿದ ಹಿನ್ನೆಲೆಯಲ್ಲಿ ಕೇಂದ್ರ ಸರ್ಕಾರ ಮಧ್ಯಪ್ರವೇಶಿಸಿದೆ. ವಿಮಾನ ಪ್ರಯಾಣ ದರಕ್ಕೆ ಮಿತಿ ವಿಧಿಸಿದೆ. 500 ಕಿ.ಮೀ. ದೂರದವರೆಗೆ ದರ 7,500 ರೂ. ಮೀರಬಾರದು ಎಂದು ಸೂಚಿಸಿದೆ. ಇಂಡಿಗೋ ವಿಕ್ಷಿಪ್ತ 500ಕಿ.ಮೀ. ದೂರಕ್ಕೆ ದರ 7,500 ರೂ. ಅಂದರೆ ಈ ದರ ಮಿತಿಗಳು ವಿಮಾನಯಾನ ಸಂಸ್ಥೆಗಳು ಈ ಸಮಯದಲ್ಲಿ ದರ ಏರಿಕೆ ಮಾಡಬಾರದು ಎಂದು ನಿರ್ದೇಶಿಸಲಾಗಿದೆ. ಪ್ರಯಾಣಿಕರ ಹಿತದೃಷ್ಟಿಯಿಂದ ಈ ಕ್ರಮ ಕೈಗೊಳ್ಳಲಾಗಿದೆ. 1,000 ಕಿ.ಮೀ. ದೂರದವರೆಗೆ 12,000 ರೂ., 1,500 ಕಿ.ಮೀ. ದೂರದವರೆಗೆ 15,000 ರೂ. ನಿಗದಿ ಮಾಡಲಾಗಿದೆ. ಇಂದು ಸಂಜೆ ಒಳಗೆ ಟಿಕೆಟ್ ದರ ಮರಳಿಸಿ ಕಾರ್ಯಾಚರಣೆಯಲ್ಲಿನ ವಿಳಂಬದಿಂದ ವಿಮಾನಗಳ ಹಾರಾಟ ರದ್ದಾದ ಪ್ರಯಾಣಿಕರಿಗೆ ಟಿಕೆಟ್ ದರ ಮರುಪಾವತಿ ಮಾಡಬೇಕು ಎಂದು ಸೂಚಿಸಲಾಗಿದೆ. ನಿಯಮ ಮೀರಿದರೆ ಕ್ರಮ ನಿಗದಿತ ಸಮಯಪಾಲನೆಯನ್ನು ಮೀರಿದಲ್ಲಿ ವಿಮಾನಯಾನ ಸಂಸ್ಥೆಗಳ ವಿರುದ್ಧ ಕಠಿಣ ಕ್ರಮ ಕೈಗೊಳ್ಳಲಾಗುವುದು ಎಂದು ಕೇಂದ್ರ ವಿಮಾನಯಾನ ಸಚಿವಾಲಯ ಎಚ್ಚರಿಕೆ ನೀಡಿದೆ. ಸಿಕ್ಕಾ ಪೀಟರ್ ಎಲ್ಲೆಡೆಗೆ ಕೂಕ್? 84 ವಿಶೇಷ ರೈಲು ಪುಟ 2: [4, 1160, 444, 1460]
cm-photo-1: [196, 532, 460, 700]
jailer-body2: ಗಾಯಗೊಂಡ ಜೈಲರ್ ಕಲ್ಲಪ್ಪ ಗಸ್ತಿ ಮತ್ತು ಸಿಬ್ಬಂದಿ ಜಿಲ್ಲಾ ಆಸ್ಪತ್ರೆಗೆ ದಾಖಲಾಗಿದ್ದಾರೆ. ಬಿಗಿ ಭದ್ರತೆ ವ್ಯವಸ್ಥೆಯನ್ನು ಜೈಲಿನಲ್ಲಿ ಜಾರಿಗೊಳಿಸಲಾಗಿದ್ದು ಘಟನೆ ಕುರಿತು ಪ್ರಕರಣ ದಾಖಲಾಗಿದೆ ಎಂದು ಜಿಲ್ಲಾ ಪೊಲೀಸ್ ವರಿಷ್ಠಾಧಿಕಾರಿ ತಿಳಿಸಿದ್ದಾರೆ.: [434, 990, 584, 1028]
hdk-story[interactable]: [448, 1166, 584, 1465]
cm-kicker: ಸರ್ಕಾರದ ಸೇವೆಗಳ ಸಮರ್ಪಣಾ ಸಮಾವೇಶದಲ್ಲಿ ಸಿಎಂ ಹೇಳಿಕೆ: [184, 454, 477, 472]
jail-inset-2: ರೌಡಿಗಳಿಂದ ಕಾರವಾರ: [354, 1007, 410, 1016]
edition-panel: [778, 20, 943, 185]
bala-title1: ಬಾಲ: [78, 309, 102, 325]
ticker-silver: 1,90,000: [111, 1472, 151, 1481]
hdk-more[interactable]: ಪುಟ 2: [448, 1448, 584, 1467]
cartoon-artist: ಎಸ್.ರಾಮನಾಥ್: [67, 366, 113, 375]
brief-6[interactable]: ನವೀಕರಿಸಬಹುದಾದ ವಿದ್ಯುತ್ 11 ವರ್ಷದಲ್ಲಿ ಶೇ.4500 ಏರಿಕೆ!: [18, 724, 162, 755]
rni: RNI: KAR KAN 2010/64051: [778, 99, 943, 113]
kiru-suddi-header: [4, 432, 176, 472]
dinada-maatu-src: ವಿಷ್ಣು ಪುರಾಣ: [4, 284, 41, 293]
cricket-promo-photo: [410, 0, 590, 185]
session-more[interactable]: ಪುಟ 2: [837, 766, 941, 785]
port-photo: [11, 867, 131, 917]
trust-logo-text: SHAKTHI EDUCATION TRUST: [618, 1003, 661, 1013]
edition-name: ಶಿವಮೊಗ್ಗ: [778, 20, 819, 35]
masthead-divider: [4, 188, 941, 192]
hdk-headline: ನಿರ್ಮಲಾನಂದನಾಥ ಶ್ರೀ ಕ್ಷಮೆಯಾಚಿಸಿದ ಕುಮಾರಸ್ವಾಮಿ: [448, 1166, 576, 1197]
bjp-body: ಮಾಜಿ ಮುಖ್ಯಮಂತ್ರಿಗಳಾದ ಬಿ.ಎಸ್.ಯಡಿಯೂರಪ್ಪ ಹಾಗೂ ಬಸವರಾಜ ಬೊಮ್ಮಾಯಿ ಅವರ ಆಡಳಿತದಲ್ಲಿ ನಡೆದ ಭ್ರಷ್ಟಾಚಾರ ದಾಖಲೆ ಬಿಡುಗಡೆ ಮಾಡುವುದಾಗಿ ಸರ್ಕಾರ ಹೇಳಿದೆ.: [837, 718, 941, 765]
lead-story[interactable]: [184, 196, 941, 448]
interview-badge-1: ದಿಗಂತ: [683, 270, 703, 280]
bala-title2: ಪ್ರಪಂಚ: [72, 325, 108, 341]
rail-count: 84 ವಿಶೇಷ ರೈಲು: [334, 1395, 406, 1409]
link-digital[interactable]: Hosadigantha Digital: [778, 136, 862, 145]
reg-mark-dots-icon: ●●●●: [691, 1489, 727, 1499]
ad-p4-o: Shakthi PU College: [817, 1439, 899, 1448]
lead-q4: ● ಬೆಂಗಳೂರಲ್ಲಿ ಸೈಬರ್ ಕ್ರೈಮ್ ಪ್ರಕರಣಗಳು ಹೆಚ್ಚಾಗಲು ಕಾರಣ?: [724, 304, 941, 314]
